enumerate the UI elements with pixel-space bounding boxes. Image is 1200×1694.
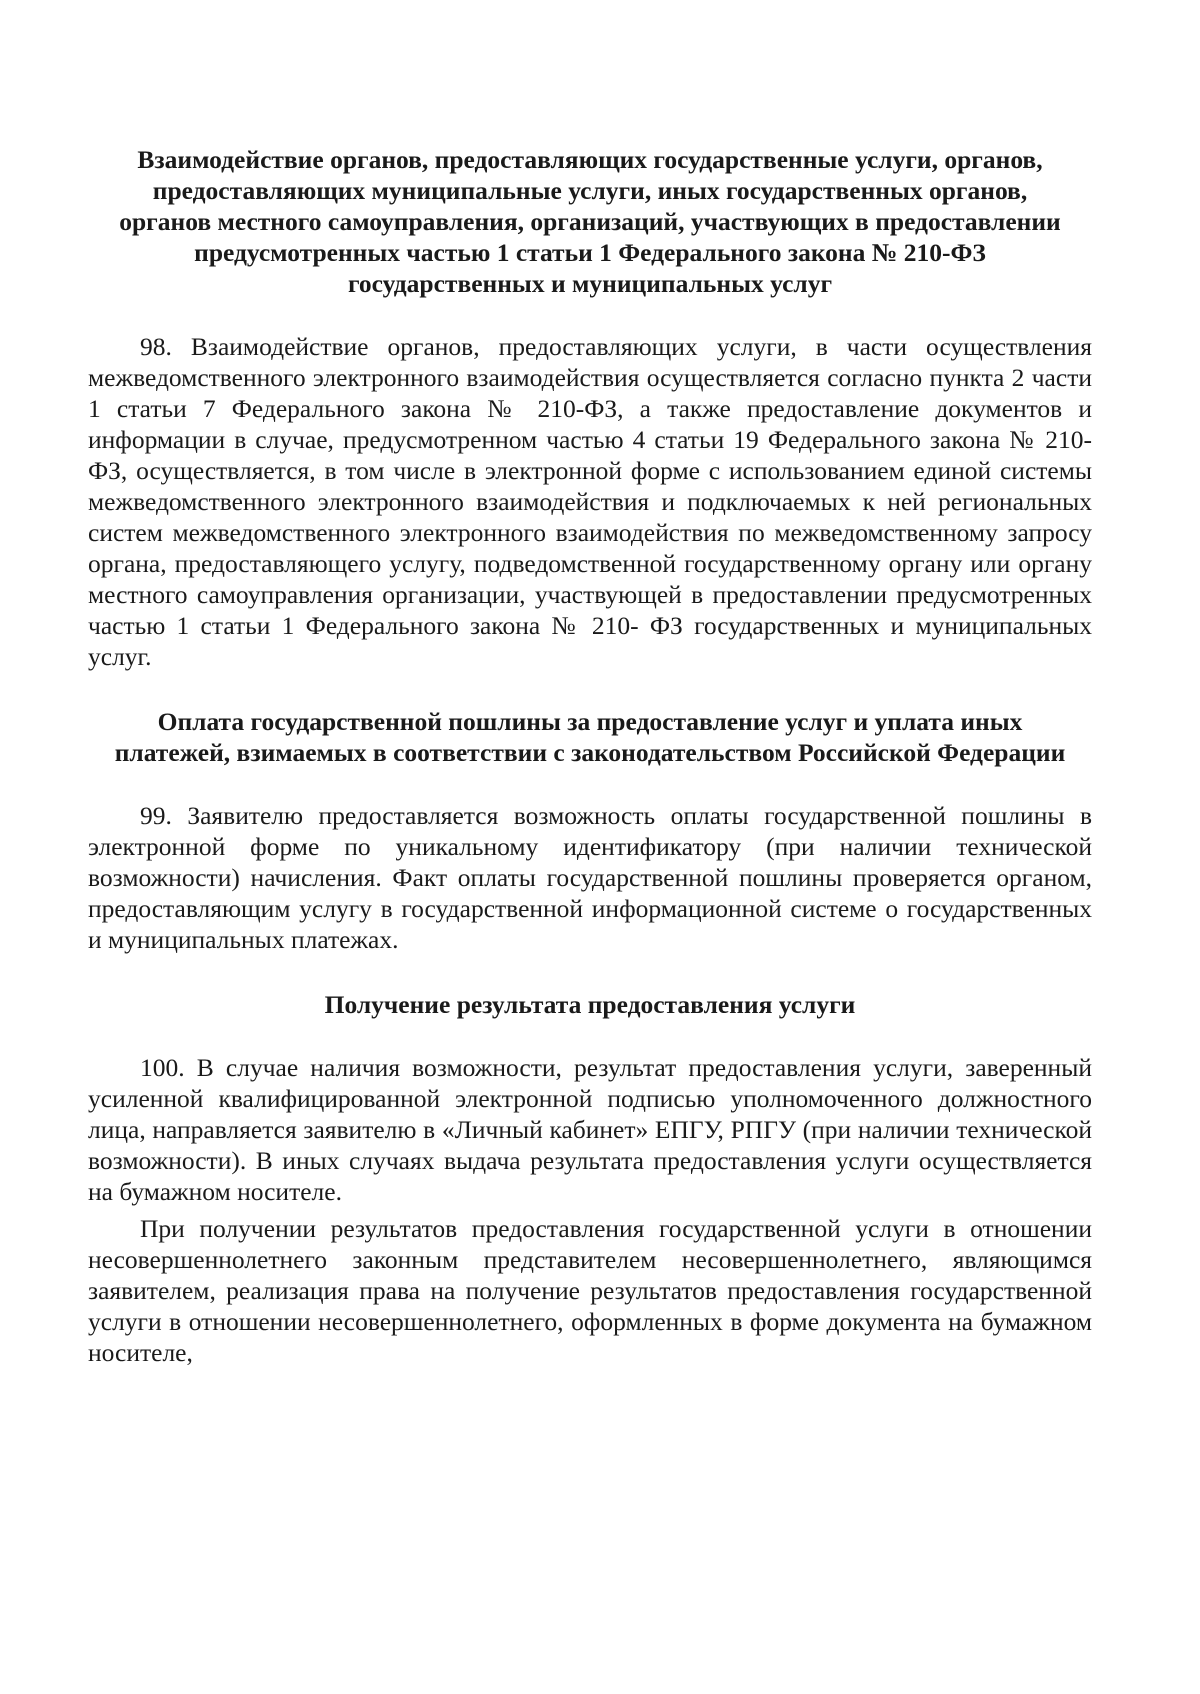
document-page (88, 130, 1092, 1368)
paragraph-100-continued: При получении результатов предоставления государственной услуги в отношении несовершеннолетнего законным представителем несовершеннолетнего, являющимся заявителем, реализация права на получение результатов предоставления государственной услуги в отношении несовершеннолетнего, оформленных в форме документа на бумажном носителе, (88, 1214, 1092, 1367)
paragraph-99: 99. Заявителю предоставляется возможность оплаты государственной пошлины в электронной форме по уникальному идентификатору (при наличии технической возможности) начисления. Факт оплаты государственной пошлины проверяется органом, предоставляющим услугу в государственной информационной системе о государственных и муниципальных платежах. (88, 801, 1092, 954)
section-heading-payment: Оплата государственной пошлины за предоставление услуг и уплата иных платежей, взимаемых в соответствии с законодательством Российской Федерации (114, 707, 1066, 767)
section-heading-result: Получение результата предоставления услуги (324, 990, 856, 1019)
section-heading-interaction: Взаимодействие органов, предоставляющих государственные услуги, органов, предоставляющих муниципальные услуги, иных государственных органов, органов местного самоуправления, организаций, участвующих в предоставлении предусмотренных частью 1 статьи 1 Федерального закона № 210-ФЗ государственных и муниципальных услуг (119, 145, 1061, 298)
paragraph-98: 98. Взаимодействие органов, предоставляющих услуги, в части осуществления межведомственного электронного взаимодействия осуществляется согласно пункта 2 части 1 статьи 7 Федерального закона № 210-ФЗ, а также предоставление документов и информации в случае, предусмотренном частью 4 статьи 19 Федерального закона № 210-ФЗ, осуществляется, в том числе в электронной форме с использованием единой системы межведомственного электронного взаимодействия и подключаемых к ней региональных систем межведомственного электронного взаимодействия по межведомственному запросу органа, предоставляющего услугу, подведомственной государственному органу или органу местного самоуправления организации, участвующей в предоставлении предусмотренных частью 1 статьи 1 Федерального закона № 210- ФЗ государственных и муниципальных услуг. (88, 332, 1092, 671)
paragraph-100: 100. В случае наличия возможности, результат предоставления услуги, заверенный усиленной квалифицированной электронной подписью уполномоченного должностного лица, направляется заявителю в «Личный кабинет» ЕПГУ, РПГУ (при наличии технической возможности). В иных случаях выдача результата предоставления услуги осуществляется на бумажном носителе. (88, 1053, 1092, 1206)
